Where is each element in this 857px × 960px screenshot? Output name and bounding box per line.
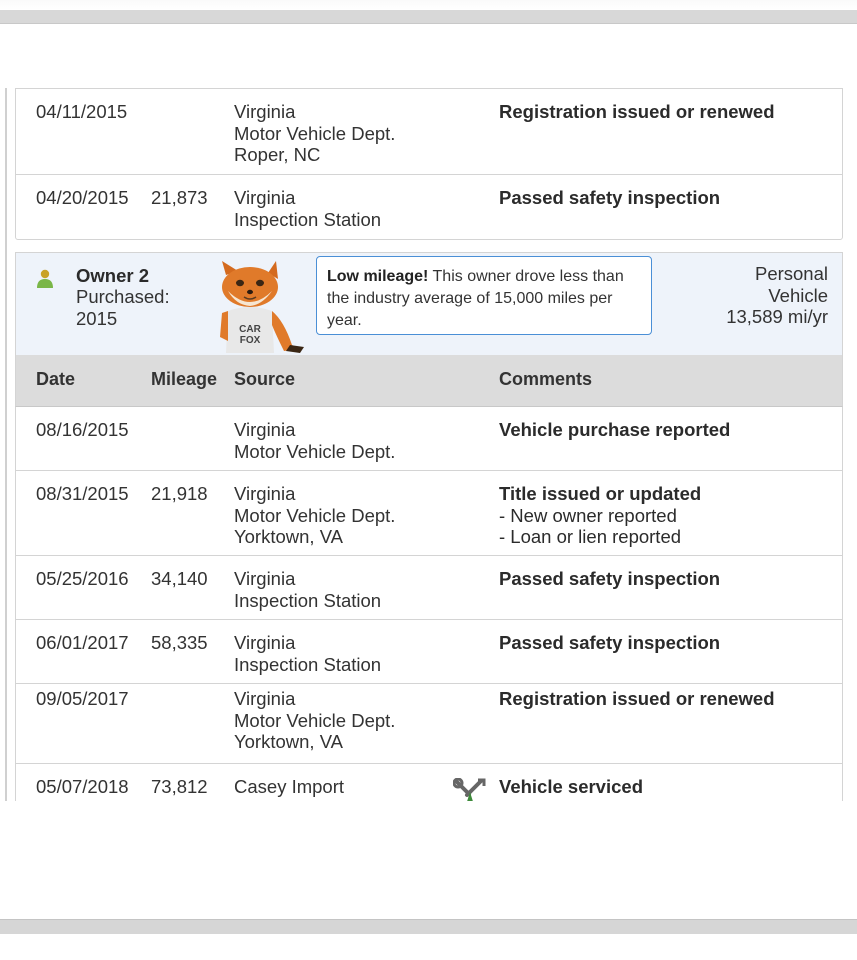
- source-line: Motor Vehicle Dept.: [234, 504, 396, 526]
- source-line: Motor Vehicle Dept.: [234, 440, 396, 462]
- comment-detail: - New owner reported: [499, 504, 677, 526]
- table-row: [16, 175, 842, 238]
- date-cell: 06/01/2017: [36, 632, 129, 653]
- mileage-cell: 21,918: [151, 483, 208, 504]
- table-row: [16, 684, 842, 764]
- low-mileage-callout: [316, 256, 652, 335]
- frame-top-border: [0, 10, 857, 24]
- source-line: Virginia: [234, 568, 296, 589]
- fox-shirt-text: CAR: [239, 324, 261, 335]
- mileage-cell: 58,335: [151, 632, 208, 653]
- comment-cell: Registration issued or renewed: [499, 688, 775, 709]
- source-line: Virginia: [234, 483, 296, 504]
- table-row: [16, 471, 842, 556]
- source-cell: [234, 101, 395, 166]
- comment-detail: - Loan or lien reported: [499, 526, 682, 547]
- comment-title: Title issued or updated: [499, 483, 702, 504]
- column-header-date: Date: [36, 369, 76, 389]
- callout-text: This owner drove less than the industry average of 15,000 miles per year.: [327, 268, 624, 329]
- table-row: [16, 764, 842, 801]
- date-cell: 09/05/2017: [36, 688, 129, 709]
- source-line: Yorktown, VA: [234, 526, 344, 547]
- comment-cell: Passed safety inspection: [499, 568, 721, 589]
- date-cell: 08/16/2015: [36, 419, 129, 440]
- source-cell: [234, 776, 344, 798]
- frame-bottom-border: [0, 919, 857, 934]
- source-cell: [234, 688, 395, 753]
- fox-mascot: [214, 261, 306, 356]
- comment-cell: Vehicle purchase reported: [499, 419, 731, 440]
- source-line: Virginia: [234, 187, 296, 208]
- source-line: Virginia: [234, 632, 296, 653]
- column-header-comments: Comments: [499, 369, 593, 389]
- column-header-source: Source: [234, 369, 296, 389]
- usage-mileage: 13,589 mi/yr: [726, 306, 828, 327]
- frame-top: [0, 0, 857, 10]
- date-cell: 05/07/2018: [36, 776, 129, 797]
- purchased-year: 2015: [76, 307, 118, 329]
- source-line: Inspection Station: [234, 208, 382, 230]
- comment-cell: Registration issued or renewed: [499, 101, 775, 122]
- table-row: [16, 556, 842, 620]
- fox-shirt-text: FOX: [239, 335, 261, 346]
- mileage-cell: 34,140: [151, 568, 208, 589]
- source-cell: [234, 568, 381, 611]
- owner-summary: [15, 252, 843, 356]
- owner-purchased: [76, 286, 170, 329]
- source-line: Yorktown, VA: [234, 731, 344, 752]
- source-line: Roper, NC: [234, 144, 321, 165]
- source-cell: [234, 483, 395, 548]
- mileage-cell: 73,812: [151, 776, 208, 797]
- purchased-label: Purchased:: [76, 286, 170, 307]
- date-cell: 08/31/2015: [36, 483, 129, 504]
- comment-cell: Passed safety inspection: [499, 632, 721, 653]
- mileage-cell: 21,873: [151, 187, 208, 208]
- person-icon: [36, 269, 54, 289]
- comment-cell: Passed safety inspection: [499, 187, 721, 208]
- table-row: [16, 407, 842, 471]
- column-header-mileage: Mileage: [151, 369, 218, 389]
- source-cell: [234, 419, 395, 462]
- usage-type: Vehicle: [768, 284, 828, 306]
- table-header: [15, 355, 843, 407]
- history-table: [15, 407, 843, 801]
- comment-cell: [499, 483, 701, 548]
- owner-title: Owner 2: [76, 265, 149, 286]
- source-line: Virginia: [234, 419, 296, 440]
- left-edge-line: [5, 88, 7, 801]
- date-cell: 04/11/2015: [36, 101, 128, 122]
- source-line: Virginia: [234, 688, 296, 709]
- source-line: Inspection Station: [234, 589, 382, 611]
- wrench-icon: [453, 778, 487, 801]
- source-line: Virginia: [234, 101, 296, 122]
- date-cell: 05/25/2016: [36, 568, 129, 589]
- source-cell: [234, 632, 381, 675]
- table-row: [16, 89, 842, 175]
- source-cell: [234, 187, 381, 230]
- source-line: Motor Vehicle Dept.: [234, 122, 396, 144]
- source-line: Casey Import: [234, 776, 345, 797]
- history-table-top: [15, 88, 843, 240]
- usage-type: Personal: [754, 263, 828, 284]
- owner-usage: [726, 263, 828, 328]
- table-row: [16, 620, 842, 684]
- callout-heading: Low mileage!: [327, 268, 429, 285]
- comment-cell: Vehicle serviced: [499, 776, 643, 797]
- source-line: Motor Vehicle Dept.: [234, 709, 396, 731]
- source-line: Inspection Station: [234, 653, 382, 675]
- date-cell: 04/20/2015: [36, 187, 129, 208]
